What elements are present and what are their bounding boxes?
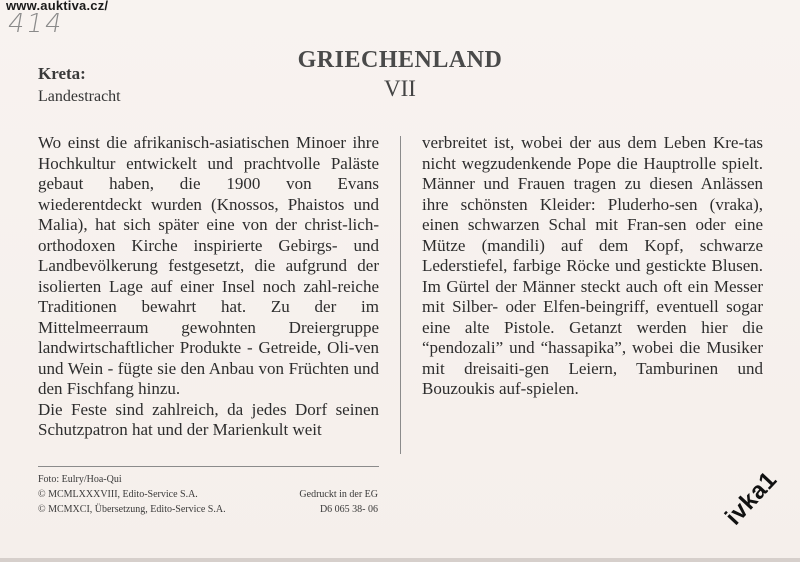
country-title: GRIECHENLAND bbox=[297, 47, 503, 73]
paragraph-3: verbreitet ist, wobei der aus dem Leben Kre-tas nicht wegzudenkende Pope die Hauptrolle spielt. Männer und Frauen tragen zu diesen Anlässen ihre schönsten Kleider: Pluderho-sen (vraka), einen schwarzen Schal mit Fran-sen oder eine Mütze (mandili) auf dem Kopf, schwarze Lederstiefel, farbige Röcke und gestickte Blusen. Im Gürtel der Männer steckt auch oft ein Messer mit Silber- oder Elfen-beingriff, eventuell sogar eine alte Pistole. Getanzt werden hier die “pendozali” und “hassapika”, wobei die Musiker mit dreisaiti-gen Leiern, Tamburinen und Bouzoukis auf-spielen. bbox=[422, 133, 763, 398]
handwritten-number: 414 bbox=[5, 9, 67, 39]
copyright-line-2: © MCMXCI, Übersetzung, Edito-Service S.A. bbox=[38, 504, 226, 515]
printed-in: Gedruckt in der EG bbox=[299, 489, 378, 500]
text-column-left bbox=[38, 133, 379, 441]
paragraph-1: Wo einst die afrikanisch-asiatischen Minoer ihre Hochkultur entwickelt und prachtvolle Paläste gebaut haben, die 1900 von Evans wiederentdeckt wurden (Knossos, Phaistos und Malia), hat sich später eine von der christ-lich-orthodoxen Kirche inspirierte Gebirgs- und Landbevölkerung festgesetzt, die aufgrund der isolierten Lage auf einer Insel noch zahl-reiche Traditionen bewahrt hat. Zu der im Mittelmeerraum gewohnten Dreiergruppe landwirtschaftlicher Produkte - Getreide, Oli-ven und Wein - fügte sie den Anbau von Früchten und den Fischfang hinzu. bbox=[38, 133, 379, 398]
header-left bbox=[38, 64, 121, 106]
print-code: D6 065 38- 06 bbox=[319, 504, 378, 515]
print-info bbox=[260, 487, 378, 517]
copyright-line-1: © MCMLXXXVIII, Edito-Service S.A. bbox=[38, 489, 198, 500]
seller-stamp: ivka1 bbox=[720, 466, 783, 531]
footer-divider bbox=[38, 466, 379, 467]
region-title: Kreta: bbox=[38, 64, 86, 83]
header-center bbox=[260, 47, 540, 102]
subject-subtitle: Landestracht bbox=[38, 88, 121, 105]
column-divider bbox=[400, 136, 401, 454]
paragraph-2: Die Feste sind zahlreich, da jedes Dorf seinen Schutzpatron hat und der Marienkult weit bbox=[38, 399, 379, 439]
text-column-right bbox=[422, 133, 763, 400]
card-edge bbox=[0, 558, 800, 562]
credits bbox=[38, 472, 226, 517]
watermark-url: www.auktiva.cz/ bbox=[6, 0, 109, 13]
series-number: VII bbox=[384, 76, 416, 101]
photo-credit: Foto: Eulry/Hoa-Qui bbox=[38, 474, 122, 485]
